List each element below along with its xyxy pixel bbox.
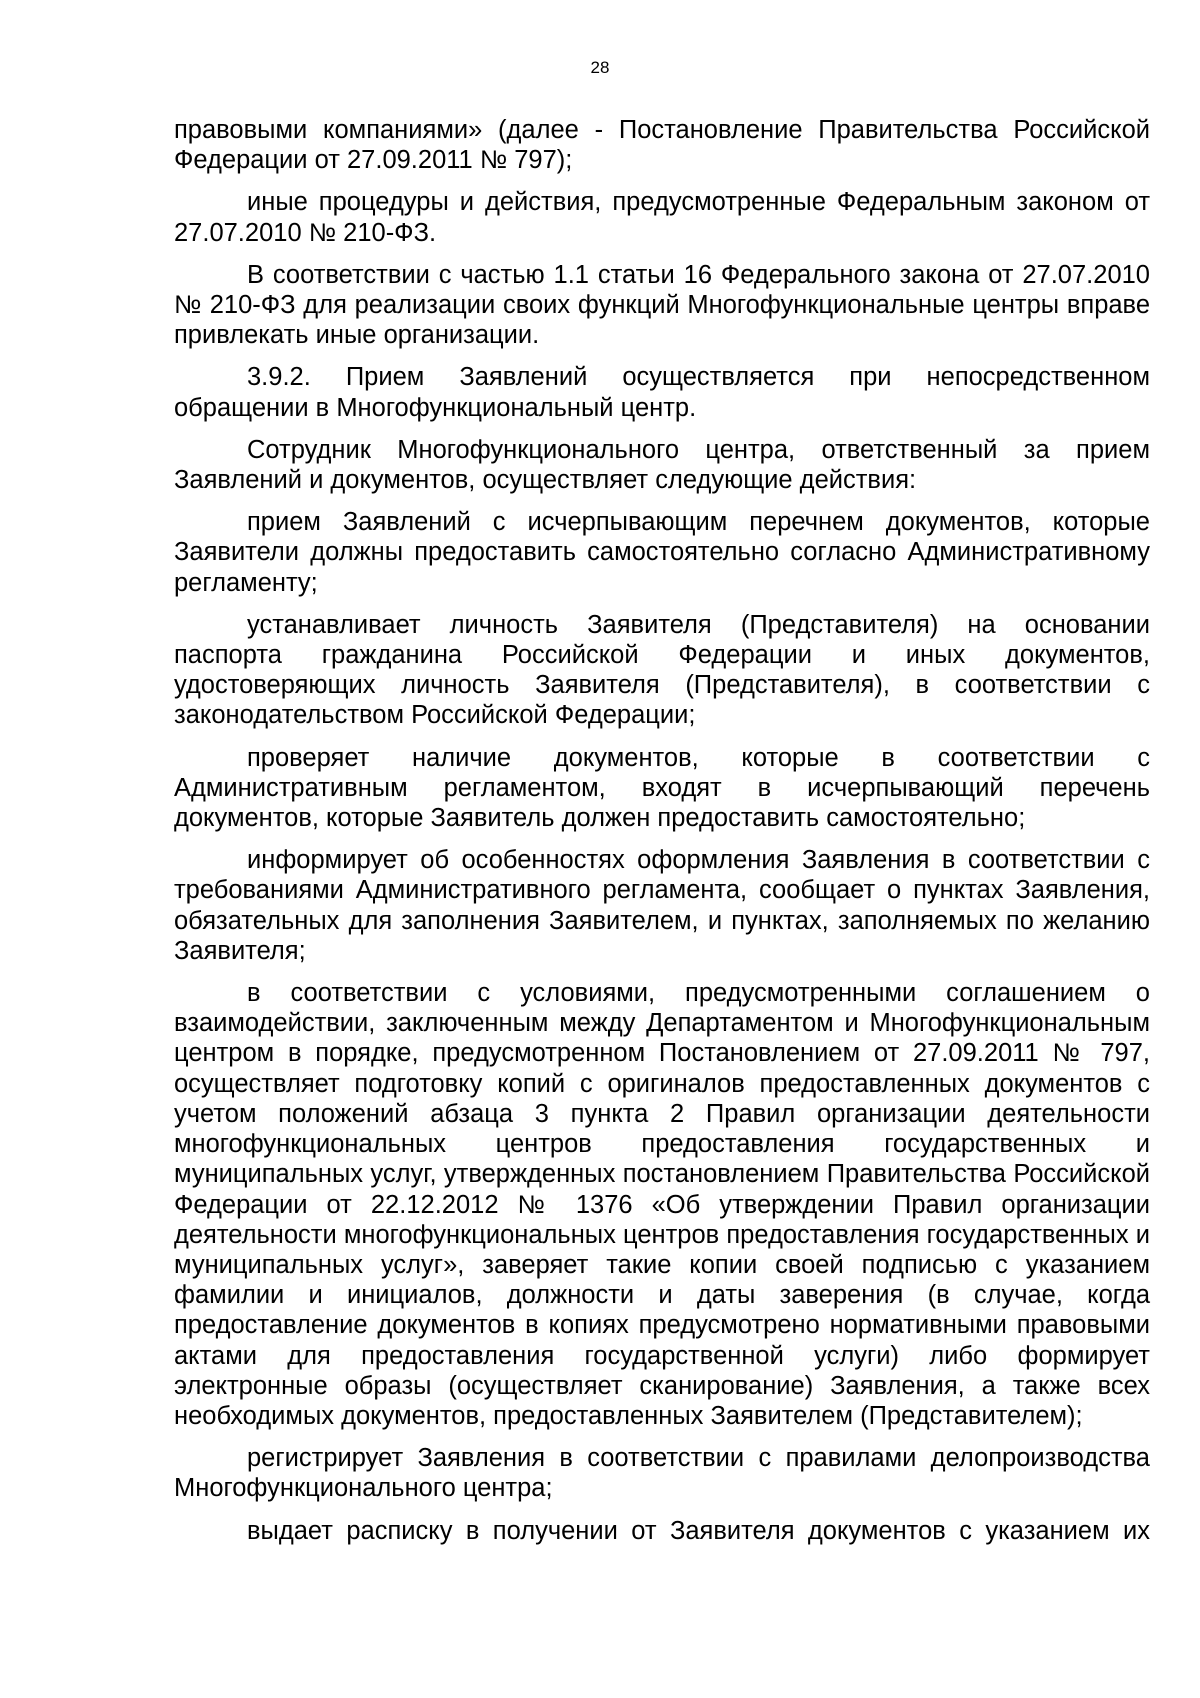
paragraph-other-procedures: иные процедуры и действия, предусмотренные Федеральным законом от 27.07.2010 № 210-ФЗ. — [174, 188, 1150, 247]
paragraph-issue-receipt: выдает расписку в получении от Заявителя документов с указанием их — [247, 1516, 1150, 1545]
paragraph-employee-actions: Сотрудник Многофункционального центра, ответственный за прием Заявлений и документов, осуществляет следующие действия: — [174, 435, 1150, 495]
paragraph-prepare-copies: в соответствии с условиями, предусмотренными соглашением о взаимодействии, заключенным между Департаментом и Многофункциональным центром в порядке, предусмотренном Постановлением от 27.09.2011 № 797, осуществляет подготовку копий с оригиналов предоставленных документов с учетом положений абзаца 3 пункта 2 Правил организации деятельности многофункциональных центров предоставления государственных и муниципальных услуг, утвержденных постановлением Правительства Российской Федерации от 22.12.2012 № 1376 «Об утверждении Правил организации деятельности многофункциональных центров предоставления государственных и муниципальных услуг», заверяет такие копии своей подписью с указанием фамилии и инициалов, должности и даты заверения (в случае, когда предоставление документов в копиях предусмотрено нормативными правовыми актами для предоставления государственной услуги) либо формирует электронные образы (осуществляет сканирование) Заявления, а также всех необходимых документов, предоставленных Заявителем (Представителем); — [174, 979, 1150, 1430]
paragraph-continuation: правовыми компаниями» (далее - Постановление Правительства Российской Федерации от 27.09.2011 № 797); — [174, 116, 1150, 175]
document-body — [174, 115, 1150, 1558]
paragraph-accept-applications: прием Заявлений с исчерпывающим перечнем документов, которые Заявители должны предоставить самостоятельно согласно Административному регламенту; — [174, 508, 1150, 597]
paragraph-register-applications: регистрирует Заявления в соответствии с правилами делопроизводства Многофункционального центра; — [174, 1444, 1150, 1503]
paragraph-check-documents: проверяет наличие документов, которые в соответствии с Административным регламентом, входят в исчерпывающий перечень документов, которые Заявитель должен предоставить самостоятельно; — [174, 743, 1150, 833]
paragraph-3-9-2: 3.9.2. Прием Заявлений осуществляется при непосредственном обращении в Многофункциональный центр. — [174, 363, 1150, 422]
paragraph-identify-applicant: устанавливает личность Заявителя (Представителя) на основании паспорта гражданина Российской Федерации и иных документов, удостоверяющих личность Заявителя (Представителя), в соответствии с законодательством Российской Федерации; — [174, 610, 1150, 730]
paragraph-inform-features: информирует об особенностях оформления Заявления в соответствии с требованиями Административного регламента, сообщает о пунктах Заявления, обязательных для заполнения Заявителем, и пунктах, заполняемых по желанию Заявителя; — [174, 846, 1150, 965]
paragraph-part-1-1: В соответствии с частью 1.1 статьи 16 Федерального закона от 27.07.2010 № 210-ФЗ для реализации своих функций Многофункциональные центры вправе привлекать иные организации. — [174, 260, 1150, 350]
page-number: 28 — [590, 58, 610, 77]
